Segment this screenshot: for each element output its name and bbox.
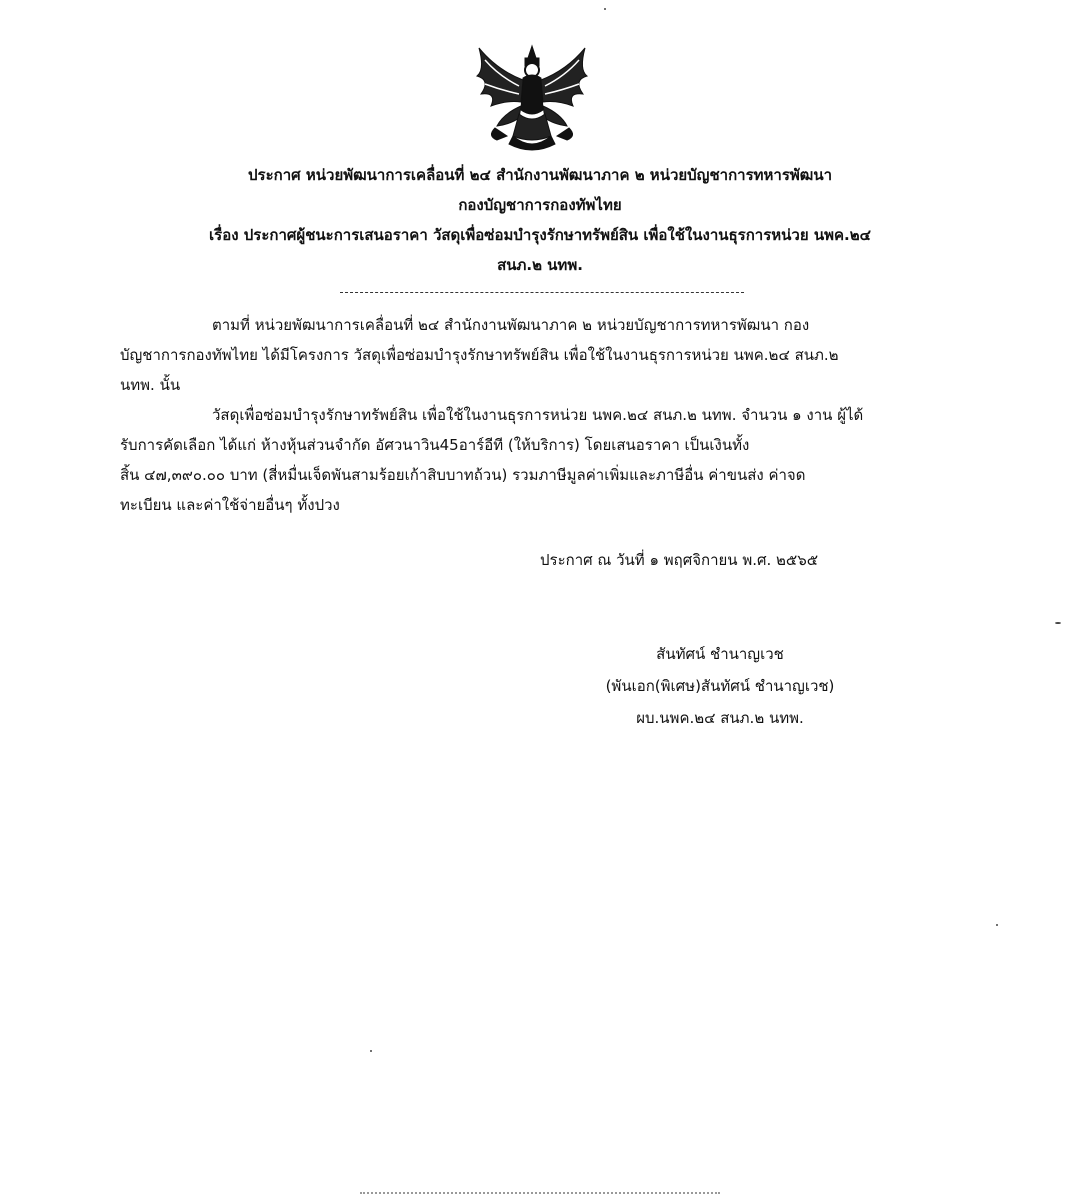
scan-speck <box>996 924 998 926</box>
scan-speck <box>1055 622 1061 624</box>
paragraph-line: ทะเบียน และค่าใช้จ่ายอื่นๆ ทั้งปวง <box>120 496 340 514</box>
announcement-date: ประกาศ ณ วันที่ ๑ พฤศจิกายน พ.ศ. ๒๕๖๕ <box>540 551 819 569</box>
announcement-header <box>120 160 960 280</box>
scan-speck <box>370 1050 372 1052</box>
signature-block <box>560 638 880 734</box>
paragraph-line: บัญชาการกองทัพไทย ได้มีโครงการ วัสดุเพื่อซ่อมบำรุงรักษาทรัพย์สิน เพื่อใช้ในงานธุรการหน่วย นพค.๒๔ สนภ.๒ <box>120 346 839 364</box>
paragraph-winner <box>120 400 960 520</box>
paragraph-line: นทพ. นั้น <box>120 376 181 394</box>
signer-name: สันทัศน์ ชำนาญเวช <box>656 645 784 663</box>
scan-speck <box>604 8 606 10</box>
paragraph-line: ตามที่ หน่วยพัฒนาการเคลื่อนที่ ๒๔ สำนักงานพัฒนาภาค ๒ หน่วยบัญชาการทหารพัฒนา กอง <box>212 316 810 334</box>
signer-full-title: (พันเอก(พิเศษ)สันทัศน์ ชำนาญเวช) <box>605 677 835 695</box>
header-divider <box>340 292 744 293</box>
header-organization-line: กองบัญชาการกองทัพไทย <box>458 196 622 214</box>
paragraph-line: รับการคัดเลือก ได้แก่ ห้างหุ้นส่วนจำกัด อัศวนาวิน45อาร์อีที (ให้บริการ) โดยเสนอราคา เป็นเงินทั้ง <box>120 436 750 454</box>
header-subject-line: เรื่อง ประกาศผู้ชนะการเสนอราคา วัสดุเพื่อซ่อมบำรุงรักษาทรัพย์สิน เพื่อใช้ในงานธุรการหน่วย นพค.๒๔ <box>209 226 871 244</box>
header-title-line: ประกาศ หน่วยพัฒนาการเคลื่อนที่ ๒๔ สำนักงานพัฒนาภาค ๒ หน่วยบัญชาการทหารพัฒนา <box>248 166 832 184</box>
paragraph-line: วัสดุเพื่อซ่อมบำรุงรักษาทรัพย์สิน เพื่อใช้ในงานธุรการหน่วย นพค.๒๔ สนภ.๒ นทพ. จำนวน ๑ งาน ผู้ได้ <box>212 406 864 424</box>
garuda-emblem-icon <box>467 40 597 152</box>
paragraph-project <box>120 310 960 400</box>
signer-position: ผบ.นพค.๒๔ สนภ.๒ นทพ. <box>636 709 804 727</box>
paragraph-line: สิ้น ๔๗,๓๙๐.๐๐ บาท (สี่หมื่นเจ็ดพันสามร้อยเก้าสิบบาทถ้วน) รวมภาษีมูลค่าเพิ่มและภาษีอื่น ค่าขนส่ง ค่าจด <box>120 466 806 484</box>
scan-artifact <box>360 1192 720 1200</box>
header-subject-continuation: สนภ.๒ นทพ. <box>497 256 583 274</box>
